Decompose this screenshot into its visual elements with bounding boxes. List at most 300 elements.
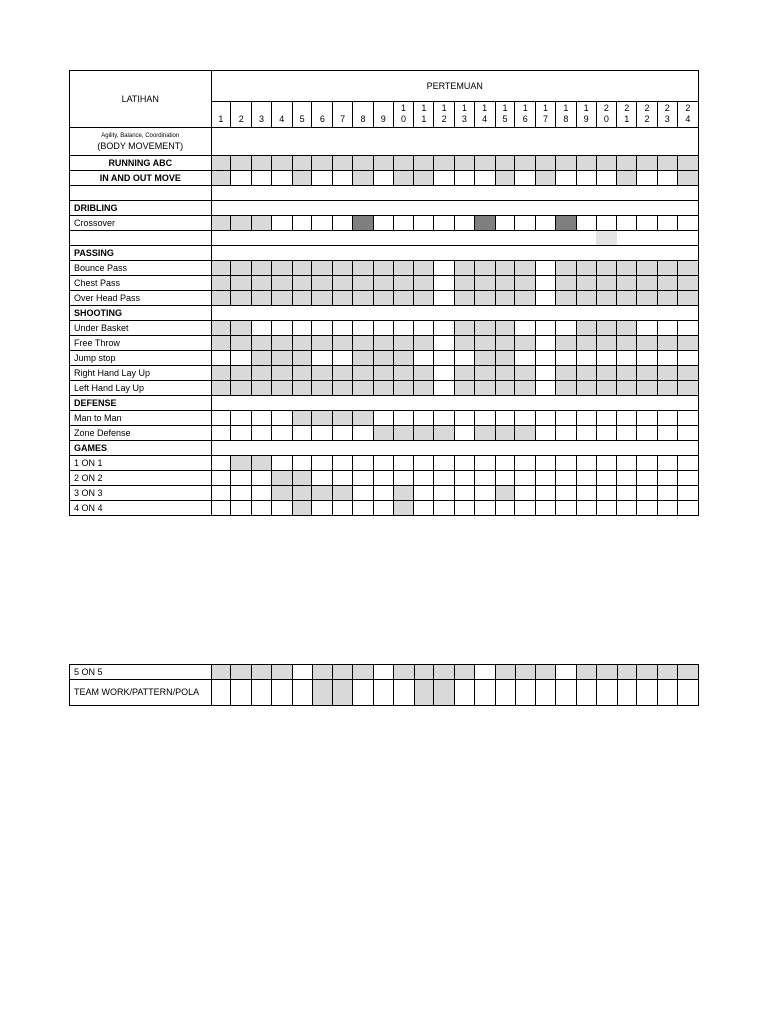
section-span <box>211 396 698 411</box>
row-4-cell-8 <box>353 216 374 231</box>
row-1-cell-2 <box>231 171 252 186</box>
row-8-cell-2 <box>231 276 252 291</box>
session-number-2: 2 <box>231 102 252 128</box>
row2-0-cell-4 <box>272 665 293 680</box>
row2-1-cell-20 <box>596 680 617 706</box>
row-7-cell-21 <box>617 261 637 276</box>
row-7-cell-5 <box>292 261 312 276</box>
row2-0-cell-2 <box>231 665 252 680</box>
row-14-cell-4 <box>271 366 292 381</box>
row2-0-cell-5 <box>292 665 312 680</box>
row-0-cell-14 <box>474 156 495 171</box>
row-12-cell-11 <box>414 336 434 351</box>
row-7-cell-4 <box>271 261 292 276</box>
exercise-label: 5 ON 5 <box>70 665 212 680</box>
row-22-cell-3 <box>252 486 272 501</box>
row-8-cell-18 <box>555 276 576 291</box>
row-20-cell-11 <box>414 456 434 471</box>
row-4-cell-6 <box>312 216 333 231</box>
exercise-label: IN AND OUT MOVE <box>70 171 212 186</box>
session-number-18: 1 8 <box>555 102 576 128</box>
row-8-cell-13 <box>455 276 475 291</box>
section-span <box>211 441 698 456</box>
row-23-cell-13 <box>455 501 475 516</box>
row-21-cell-20 <box>596 471 617 486</box>
row-8-cell-8 <box>353 276 374 291</box>
row-21-cell-16 <box>515 471 536 486</box>
row-21-cell-24 <box>677 471 698 486</box>
row-7-cell-19 <box>576 261 596 276</box>
row-8-cell-14 <box>474 276 495 291</box>
row-7-cell-12 <box>434 261 455 276</box>
row2-0-cell-1 <box>211 665 231 680</box>
row-22-cell-14 <box>474 486 495 501</box>
row-22-cell-18 <box>555 486 576 501</box>
row-22-cell-5 <box>292 486 312 501</box>
row-12-cell-20 <box>596 336 617 351</box>
row-21-cell-2 <box>231 471 252 486</box>
row-1-cell-11 <box>414 171 434 186</box>
row-20-cell-16 <box>515 456 536 471</box>
row-18-cell-15 <box>495 426 515 441</box>
row-4-cell-18 <box>555 216 576 231</box>
row-9-cell-5 <box>292 291 312 306</box>
row-12-cell-2 <box>231 336 252 351</box>
row-1-cell-22 <box>637 171 658 186</box>
row-17-cell-5 <box>292 411 312 426</box>
row-14-cell-17 <box>536 366 556 381</box>
row-18-cell-16 <box>515 426 536 441</box>
row-1-cell-13 <box>455 171 475 186</box>
gap-label <box>70 231 212 246</box>
body-movement-subtitle: Agility, Balance, Coordination <box>101 132 180 139</box>
row-15-cell-19 <box>576 381 596 396</box>
row2-1-cell-2 <box>231 680 252 706</box>
row2-0-cell-16 <box>515 665 536 680</box>
row-8-cell-15 <box>495 276 515 291</box>
row-21-cell-14 <box>474 471 495 486</box>
row-0-cell-6 <box>312 156 333 171</box>
row-9-cell-1 <box>211 291 231 306</box>
row-15-cell-23 <box>657 381 677 396</box>
row-11-cell-14 <box>474 321 495 336</box>
row-13-cell-10 <box>393 351 414 366</box>
row-4-cell-12 <box>434 216 455 231</box>
row-4-cell-22 <box>637 216 658 231</box>
row2-1-cell-16 <box>515 680 536 706</box>
row-15-cell-6 <box>312 381 333 396</box>
row-8-cell-24 <box>677 276 698 291</box>
row-0-cell-16 <box>515 156 536 171</box>
session-number-24: 2 4 <box>677 102 698 128</box>
row-20-cell-1 <box>211 456 231 471</box>
row-11-cell-9 <box>373 321 393 336</box>
session-number-17: 1 7 <box>536 102 556 128</box>
row-1-cell-3 <box>252 171 272 186</box>
row-20-cell-23 <box>657 456 677 471</box>
row-22-cell-22 <box>637 486 658 501</box>
row-8-cell-11 <box>414 276 434 291</box>
row-8-cell-17 <box>536 276 556 291</box>
row-13-cell-21 <box>617 351 637 366</box>
row-11-cell-12 <box>434 321 455 336</box>
row-14-cell-24 <box>677 366 698 381</box>
row-21-cell-3 <box>252 471 272 486</box>
row2-0-cell-12 <box>434 665 455 680</box>
row-20-cell-17 <box>536 456 556 471</box>
row-23-cell-7 <box>333 501 353 516</box>
row-17-cell-10 <box>393 411 414 426</box>
row-9-cell-15 <box>495 291 515 306</box>
row-14-cell-14 <box>474 366 495 381</box>
row-13-cell-13 <box>455 351 475 366</box>
row-12-cell-23 <box>657 336 677 351</box>
row-13-cell-8 <box>353 351 374 366</box>
session-number-10: 1 0 <box>393 102 414 128</box>
row-12-cell-10 <box>393 336 414 351</box>
row-14-cell-2 <box>231 366 252 381</box>
row-0-cell-4 <box>271 156 292 171</box>
row-18-cell-6 <box>312 426 333 441</box>
row-9-cell-7 <box>333 291 353 306</box>
row-4-cell-23 <box>657 216 677 231</box>
row-7-cell-22 <box>637 261 658 276</box>
row-13-cell-19 <box>576 351 596 366</box>
row-18-cell-23 <box>657 426 677 441</box>
row-17-cell-20 <box>596 411 617 426</box>
row-0-cell-10 <box>393 156 414 171</box>
row-23-cell-18 <box>555 501 576 516</box>
row-12-cell-14 <box>474 336 495 351</box>
row-1-cell-18 <box>555 171 576 186</box>
row-12-cell-4 <box>271 336 292 351</box>
row-18-cell-17 <box>536 426 556 441</box>
row-18-cell-8 <box>353 426 374 441</box>
row-1-cell-23 <box>657 171 677 186</box>
row-11-cell-2 <box>231 321 252 336</box>
session-number-8: 8 <box>353 102 374 128</box>
row-22-cell-21 <box>617 486 637 501</box>
session-number-14: 1 4 <box>474 102 495 128</box>
row-18-cell-4 <box>271 426 292 441</box>
row-7-cell-14 <box>474 261 495 276</box>
row-14-cell-23 <box>657 366 677 381</box>
row-22-cell-19 <box>576 486 596 501</box>
row-18-cell-11 <box>414 426 434 441</box>
row-23-cell-6 <box>312 501 333 516</box>
row-8-cell-3 <box>252 276 272 291</box>
row-1-cell-16 <box>515 171 536 186</box>
row-1-cell-1 <box>211 171 231 186</box>
row2-1-cell-24 <box>677 680 698 706</box>
latihan-header: LATIHAN <box>70 71 212 128</box>
row-18-cell-21 <box>617 426 637 441</box>
row-7-cell-18 <box>555 261 576 276</box>
row2-0-cell-19 <box>576 665 596 680</box>
row-20-cell-9 <box>373 456 393 471</box>
section-shooting: SHOOTING <box>70 306 212 321</box>
row-14-cell-22 <box>637 366 658 381</box>
row-15-cell-11 <box>414 381 434 396</box>
gap-span <box>211 231 596 246</box>
exercise-label: TEAM WORK/PATTERN/POLA <box>70 680 212 706</box>
row-0-cell-21 <box>617 156 637 171</box>
row-7-cell-15 <box>495 261 515 276</box>
row-23-cell-14 <box>474 501 495 516</box>
row-1-cell-14 <box>474 171 495 186</box>
row-15-cell-15 <box>495 381 515 396</box>
row-20-cell-13 <box>455 456 475 471</box>
row-1-cell-4 <box>271 171 292 186</box>
row-7-cell-8 <box>353 261 374 276</box>
row-4-cell-11 <box>414 216 434 231</box>
row-20-cell-21 <box>617 456 637 471</box>
row-13-cell-7 <box>333 351 353 366</box>
row-8-cell-19 <box>576 276 596 291</box>
row-21-cell-15 <box>495 471 515 486</box>
row-7-cell-24 <box>677 261 698 276</box>
row-22-cell-15 <box>495 486 515 501</box>
row-20-cell-24 <box>677 456 698 471</box>
row-15-cell-8 <box>353 381 374 396</box>
row-15-cell-3 <box>252 381 272 396</box>
row-17-cell-21 <box>617 411 637 426</box>
row-21-cell-9 <box>373 471 393 486</box>
row-23-cell-20 <box>596 501 617 516</box>
row2-0-cell-6 <box>312 665 333 680</box>
section-defense: DEFENSE <box>70 396 212 411</box>
row-4-cell-10 <box>393 216 414 231</box>
row-12-cell-17 <box>536 336 556 351</box>
row-4-cell-2 <box>231 216 252 231</box>
row-21-cell-11 <box>414 471 434 486</box>
row-9-cell-12 <box>434 291 455 306</box>
row-4-cell-19 <box>576 216 596 231</box>
row-23-cell-22 <box>637 501 658 516</box>
row-21-cell-21 <box>617 471 637 486</box>
row-22-cell-12 <box>434 486 455 501</box>
row-9-cell-6 <box>312 291 333 306</box>
row-12-cell-7 <box>333 336 353 351</box>
row-17-cell-1 <box>211 411 231 426</box>
row-8-cell-20 <box>596 276 617 291</box>
row-20-cell-18 <box>555 456 576 471</box>
row-12-cell-13 <box>455 336 475 351</box>
blank-label <box>70 186 212 201</box>
row-15-cell-2 <box>231 381 252 396</box>
row-1-cell-7 <box>333 171 353 186</box>
row2-0-cell-7 <box>333 665 353 680</box>
row-13-cell-4 <box>271 351 292 366</box>
row-7-cell-10 <box>393 261 414 276</box>
row-23-cell-12 <box>434 501 455 516</box>
row2-0-cell-20 <box>596 665 617 680</box>
row-0-cell-24 <box>677 156 698 171</box>
row-22-cell-16 <box>515 486 536 501</box>
row-1-cell-21 <box>617 171 637 186</box>
row-21-cell-18 <box>555 471 576 486</box>
row-0-cell-2 <box>231 156 252 171</box>
row-21-cell-22 <box>637 471 658 486</box>
row-0-cell-7 <box>333 156 353 171</box>
row-23-cell-5 <box>292 501 312 516</box>
row-14-cell-11 <box>414 366 434 381</box>
row2-1-cell-4 <box>272 680 293 706</box>
session-number-1: 1 <box>211 102 231 128</box>
row-8-cell-6 <box>312 276 333 291</box>
row-13-cell-5 <box>292 351 312 366</box>
exercise-label: Bounce Pass <box>70 261 212 276</box>
row-7-cell-17 <box>536 261 556 276</box>
row-12-cell-24 <box>677 336 698 351</box>
row-14-cell-7 <box>333 366 353 381</box>
row-7-cell-2 <box>231 261 252 276</box>
row-11-cell-15 <box>495 321 515 336</box>
row-17-cell-13 <box>455 411 475 426</box>
row-8-cell-12 <box>434 276 455 291</box>
session-number-5: 5 <box>292 102 312 128</box>
row-13-cell-24 <box>677 351 698 366</box>
row-13-cell-11 <box>414 351 434 366</box>
row-4-cell-9 <box>373 216 393 231</box>
row-18-cell-12 <box>434 426 455 441</box>
row-1-cell-6 <box>312 171 333 186</box>
row-9-cell-14 <box>474 291 495 306</box>
row-1-cell-15 <box>495 171 515 186</box>
blank-span <box>211 186 698 201</box>
row-0-cell-3 <box>252 156 272 171</box>
row-12-cell-15 <box>495 336 515 351</box>
row-20-cell-15 <box>495 456 515 471</box>
row2-1-cell-11 <box>414 680 434 706</box>
row-15-cell-4 <box>271 381 292 396</box>
row-23-cell-24 <box>677 501 698 516</box>
row-11-cell-4 <box>271 321 292 336</box>
session-number-20: 2 0 <box>596 102 617 128</box>
row-1-cell-10 <box>393 171 414 186</box>
row-15-cell-18 <box>555 381 576 396</box>
exercise-label: Free Throw <box>70 336 212 351</box>
row-17-cell-22 <box>637 411 658 426</box>
row2-1-cell-18 <box>556 680 577 706</box>
row-0-cell-12 <box>434 156 455 171</box>
row-0-cell-13 <box>455 156 475 171</box>
row-17-cell-24 <box>677 411 698 426</box>
row-17-cell-9 <box>373 411 393 426</box>
row-14-cell-19 <box>576 366 596 381</box>
row-11-cell-23 <box>657 321 677 336</box>
row-17-cell-8 <box>353 411 374 426</box>
row-22-cell-10 <box>393 486 414 501</box>
row-17-cell-11 <box>414 411 434 426</box>
row-17-cell-2 <box>231 411 252 426</box>
row2-0-cell-17 <box>536 665 556 680</box>
row-4-cell-4 <box>271 216 292 231</box>
row-0-cell-15 <box>495 156 515 171</box>
row-15-cell-22 <box>637 381 658 396</box>
row-17-cell-6 <box>312 411 333 426</box>
row-11-cell-10 <box>393 321 414 336</box>
exercise-label: 2 ON 2 <box>70 471 212 486</box>
exercise-label: Chest Pass <box>70 276 212 291</box>
row-22-cell-8 <box>353 486 374 501</box>
row-21-cell-19 <box>576 471 596 486</box>
exercise-label: Right Hand Lay Up <box>70 366 212 381</box>
section-passing: PASSING <box>70 246 212 261</box>
row2-0-cell-24 <box>677 665 698 680</box>
row-23-cell-15 <box>495 501 515 516</box>
row-12-cell-9 <box>373 336 393 351</box>
row-1-cell-5 <box>292 171 312 186</box>
row2-1-cell-3 <box>252 680 272 706</box>
row2-0-cell-9 <box>374 665 394 680</box>
row-7-cell-23 <box>657 261 677 276</box>
session-number-7: 7 <box>333 102 353 128</box>
row-15-cell-9 <box>373 381 393 396</box>
row-21-cell-13 <box>455 471 475 486</box>
row-1-cell-19 <box>576 171 596 186</box>
row-12-cell-8 <box>353 336 374 351</box>
row-17-cell-15 <box>495 411 515 426</box>
row-14-cell-5 <box>292 366 312 381</box>
session-number-12: 1 2 <box>434 102 455 128</box>
row-23-cell-23 <box>657 501 677 516</box>
row-23-cell-16 <box>515 501 536 516</box>
row-12-cell-18 <box>555 336 576 351</box>
row-9-cell-2 <box>231 291 252 306</box>
training-schedule-table-continued <box>69 664 699 706</box>
row2-1-cell-21 <box>617 680 637 706</box>
row-7-cell-9 <box>373 261 393 276</box>
exercise-label: Zone Defense <box>70 426 212 441</box>
row-18-cell-2 <box>231 426 252 441</box>
row-15-cell-20 <box>596 381 617 396</box>
row-8-cell-16 <box>515 276 536 291</box>
row-11-cell-3 <box>252 321 272 336</box>
row-21-cell-5 <box>292 471 312 486</box>
row-22-cell-11 <box>414 486 434 501</box>
row-12-cell-19 <box>576 336 596 351</box>
row-20-cell-10 <box>393 456 414 471</box>
row-0-cell-20 <box>596 156 617 171</box>
row-4-cell-24 <box>677 216 698 231</box>
row-18-cell-1 <box>211 426 231 441</box>
row2-1-cell-14 <box>474 680 495 706</box>
row-9-cell-4 <box>271 291 292 306</box>
row-9-cell-11 <box>414 291 434 306</box>
row2-1-cell-9 <box>374 680 394 706</box>
row-18-cell-18 <box>555 426 576 441</box>
row2-1-cell-13 <box>455 680 475 706</box>
row-9-cell-16 <box>515 291 536 306</box>
row2-1-cell-22 <box>637 680 658 706</box>
exercise-label: Man to Man <box>70 411 212 426</box>
row-20-cell-2 <box>231 456 252 471</box>
row-15-cell-10 <box>393 381 414 396</box>
row-14-cell-1 <box>211 366 231 381</box>
session-number-6: 6 <box>312 102 333 128</box>
row-22-cell-24 <box>677 486 698 501</box>
session-number-11: 1 1 <box>414 102 434 128</box>
row-20-cell-22 <box>637 456 658 471</box>
row-0-cell-19 <box>576 156 596 171</box>
row-4-cell-17 <box>536 216 556 231</box>
row-8-cell-5 <box>292 276 312 291</box>
row-22-cell-9 <box>373 486 393 501</box>
row2-0-cell-22 <box>637 665 658 680</box>
row-11-cell-21 <box>617 321 637 336</box>
session-number-4: 4 <box>271 102 292 128</box>
